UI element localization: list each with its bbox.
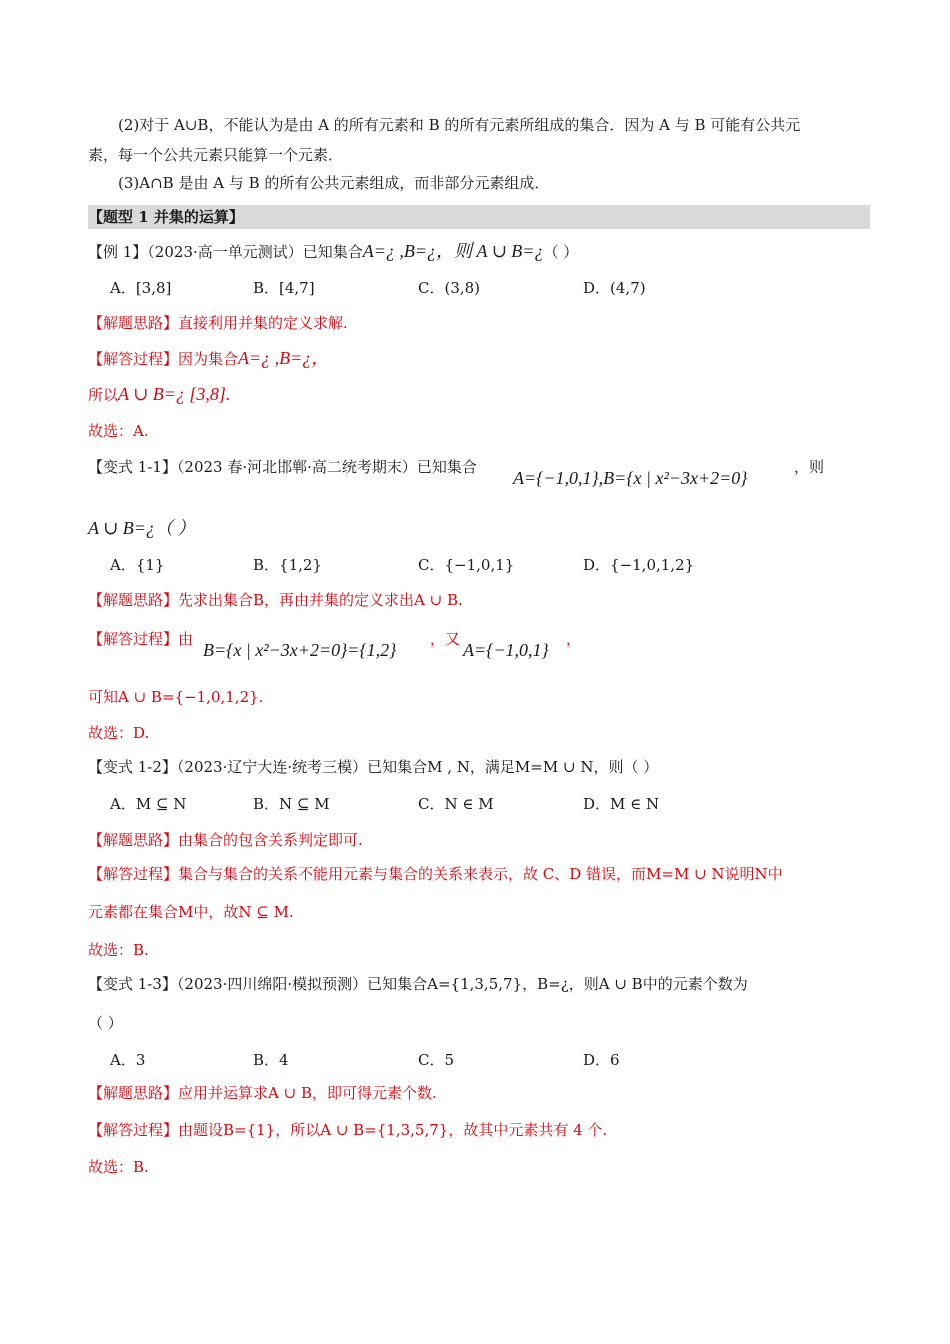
variant11-idea: 【解题思路】先求出集合B，再由并集的定义求出A ∪ B.: [88, 591, 463, 609]
variant12-answer: 故选：B.: [88, 941, 149, 959]
example1-option-d: D．(4,7): [583, 279, 646, 297]
example1-process-1: [88, 347, 329, 370]
variant12-option-c: C．N ∈ M: [418, 795, 494, 813]
example1-idea: 【解题思路】直接利用并集的定义求解.: [88, 314, 348, 332]
variant11-question-line2: A ∪ B=¿（ ）: [88, 518, 196, 538]
variant13-option-d: D．6: [583, 1051, 620, 1069]
example1-option-a: A．[3,8]: [110, 279, 172, 297]
variant13-question-1: 【变式 1-3】（2023·四川绵阳·模拟预测）已知集合A={1,3,5,7}，B=¿，则A ∪ B中的元素个数为: [88, 975, 748, 993]
variant11-process-2: 可知A ∪ B={−1,0,1,2}.: [88, 688, 264, 706]
variant11-question-prefix: 【变式 1-1】（2023 春·河北邯郸·高二统考期末）已知集合: [88, 458, 477, 476]
example1-question-prefix: 【例 1】（2023·高一单元测试）已知集合: [88, 243, 363, 261]
section-header: [88, 205, 870, 229]
variant12-process-1: 【解答过程】集合与集合的关系不能用元素与集合的关系来表示，故 C、D 错误，而M=M ∪ N说明N中: [88, 865, 783, 883]
variant11-option-d: D．{−1,0,1,2}: [583, 556, 695, 574]
variant13-option-c: C．5: [418, 1051, 455, 1069]
variant12-idea: 【解题思路】由集合的包含关系判定即可.: [88, 831, 363, 849]
variant13-idea: 【解题思路】应用并运算求A ∪ B，即可得元素个数.: [88, 1084, 437, 1102]
variant11-process-end: ，: [566, 630, 582, 648]
example1-process-2: [88, 383, 230, 406]
example1-process-1-text: 【解答过程】因为集合: [88, 350, 239, 368]
example1-question-math: A=¿ ,B=¿，则 A ∪ B=¿: [362, 241, 544, 261]
variant13-option-a: A．3: [110, 1051, 146, 1069]
variant13-answer: 故选：B.: [88, 1158, 149, 1176]
example1-answer: 故选：A.: [88, 422, 149, 440]
example1-question: [88, 240, 578, 263]
example1-process-2-text: 所以: [88, 386, 119, 404]
intro-paragraph-2b: 素，每一个公共元素只能算一个元素．: [88, 146, 344, 164]
variant12-process-2: 元素都在集合M中，故N ⊆ M.: [88, 903, 294, 921]
variant12-option-d: D．M ∈ N: [583, 795, 660, 813]
example1-question-suffix: （ ）: [543, 243, 579, 261]
variant12-option-a: A．M ⊆ N: [110, 795, 187, 813]
variant11-option-a: A．{1}: [110, 556, 165, 574]
variant13-option-b: B．4: [253, 1051, 289, 1069]
example1-process-2-math: A ∪ B=¿ [3,8].: [118, 384, 231, 404]
variant11-answer: 故选：D.: [88, 724, 150, 742]
variant12-question: 【变式 1-2】（2023·辽宁大连·统考三模）已知集合M , N，满足M=M ∪ N，则（ ）: [88, 758, 659, 776]
section-header-text: 【题型 1 并集的运算】: [88, 208, 244, 226]
example1-process-1-math: A=¿ ,B=¿，: [238, 348, 330, 368]
example1-option-b: B．[4,7]: [253, 279, 315, 297]
variant12-option-b: B．N ⊆ M: [253, 795, 330, 813]
variant11-process-prefix: 【解答过程】由: [88, 630, 194, 648]
variant13-process: 【解答过程】由题设B={1}，所以A ∪ B={1,3,5,7}，故其中元素共有 4 个.: [88, 1121, 608, 1139]
intro-paragraph-3: (3)A∩B 是由 A 与 B 的所有公共元素组成，而非部分元素组成．: [118, 174, 550, 192]
example1-option-c: C．(3,8): [418, 279, 481, 297]
variant11-process-mid: ，又: [430, 630, 461, 648]
variant11-option-b: B．{1,2}: [253, 556, 322, 574]
intro-paragraph-2a: (2)对于 A∪B，不能认为是由 A 的所有元素和 B 的所有元素所组成的集合．因为 A 与 B 可能有公共元: [118, 116, 801, 134]
variant11-question-suffix: ，则: [794, 458, 825, 476]
variant11-process-math1: B={x | x²−3x+2=0}={1,2}: [203, 640, 397, 660]
variant11-question-math: A={−1,0,1},B={x | x²−3x+2=0}: [513, 468, 748, 488]
variant11-option-c: C．{−1,0,1}: [418, 556, 515, 574]
variant11-process-math2: A={−1,0,1}: [463, 640, 549, 660]
variant13-question-2: （ ）: [88, 1014, 123, 1032]
